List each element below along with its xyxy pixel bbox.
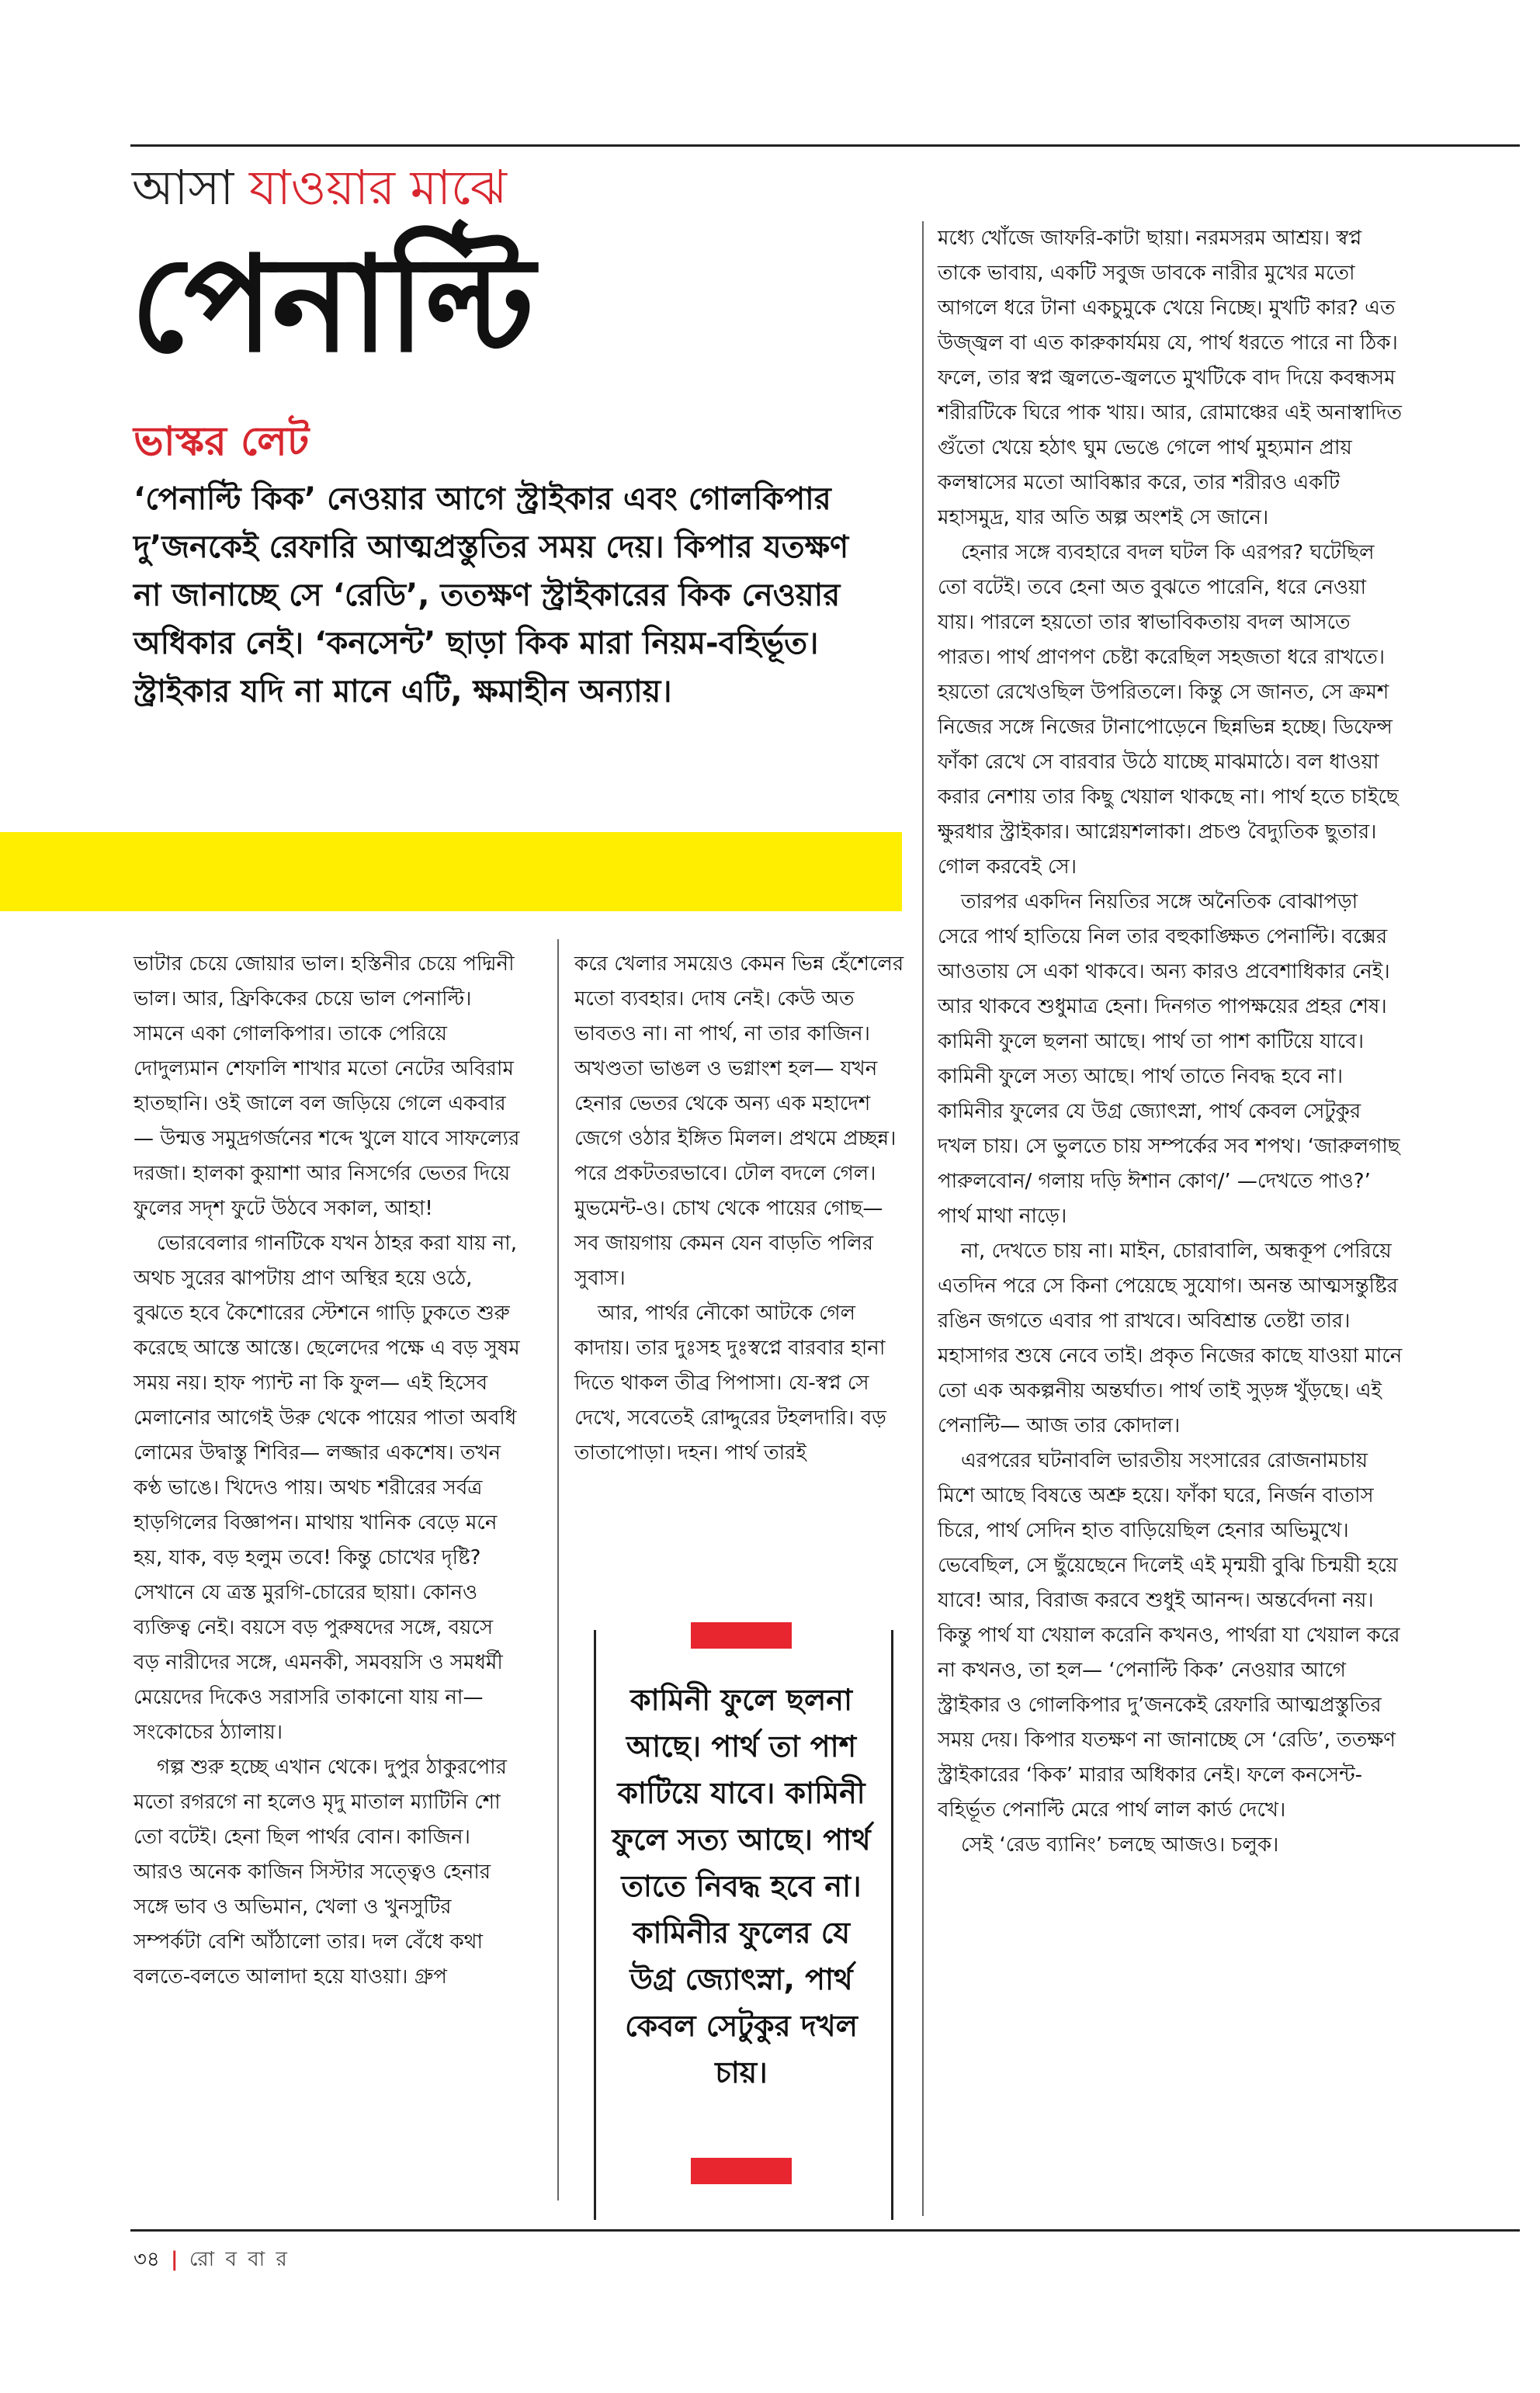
paragraph: সেই ‘রেড ব্যানিং’ চলছে আজও। চলুক। bbox=[961, 1833, 1279, 1857]
paragraph: মধ্যে খোঁজে জাফরি-কাটা ছায়া। নরমসরম আশ্রয়। স্বপ্ন তাকে ভাবায়, একটি সবুজ ডাবকে নারীর মুখের মতো আগলে ধরে টানা একচুমুকে খেয়ে নিচ্ছে। মুখটি কার? এত উজ্জ্বল বা এত কারুকার্যময় যে, পার্থ ধরতে পারে না ঠিক। ফলে, তার স্বপ্ন জ্বলতে-জ্বলতে মুখটিকে বাদ দিয়ে কবন্ধসম শরীরটিকে ঘিরে পাক খায়। আর, রোমাঞ্চের এই অনাস্বাদিত গুঁতো খেয়ে হঠাৎ ঘুম ভেঙে গেলে পার্থ মুহ্যমান প্রায় কলম্বাসের মতো আবিষ্কার করে, তার শরীরও একটি মহাসমুদ্র, যার অতি অল্প অংশই সে জানে। bbox=[938, 227, 1402, 529]
footer-separator: | bbox=[171, 2248, 179, 2271]
body-column-3 bbox=[938, 221, 1403, 1863]
pullquote-red-bar-bottom bbox=[691, 2158, 792, 2184]
intro-text: ‘পেনাল্টি কিক’ নেওয়ার আগে স্ট্রাইকার এবং গোলকিপার দু’জনকেই রেফারি আত্মপ্রস্তুতির সময় দেয়। কিপার যতক্ষণ না জানাচ্ছে সে ‘রেডি’, ততক্ষণ স্ট্রাইকারের কিক নেওয়ার অধিকার নেই। ‘কনসেন্ট’ ছাড়া কিক মারা নিয়ম-বহির্ভূত। স্ট্রাইকার যদি না মানে এটি, ক্ষমাহীন অন্যায়। bbox=[134, 481, 849, 709]
column-divider bbox=[557, 939, 559, 2201]
pullquote-text: কামিনী ফুলে ছলনা আছে। পার্থ তা পাশ কাটিয়ে যাবে। কামিনী ফুলে সত্য আছে। পার্থ তাতে নিবদ্ধ হবে না। কামিনীর ফুলের যে উগ্র জ্যোৎস্না, পার্থ কেবল সেটুকুর দখল চায়। bbox=[612, 1683, 871, 2090]
yellow-band bbox=[0, 832, 902, 911]
kicker bbox=[132, 159, 507, 217]
intro-standfirst bbox=[134, 475, 879, 716]
paragraph: না, দেখতে চায় না। মাইন, চোরাবালি, অন্ধকূপ পেরিয়ে এতদিন পরে সে কিনা পেয়েছে সুযোগ। অনন্ত আত্মসন্তুষ্টির রঙিন জগতে এবার পা রাখবে। অবিশ্রান্ত তেষ্টা তার। মহাসাগর শুষে নেবে তাই। প্রকৃত নিজের কাছে যাওয়া মানে তো এক অকল্পনীয় অন্তর্ঘাত। পার্থ তাই সুড়ঙ্গ খুঁড়ছে। এই পেনাল্টি— আজ তার কোদাল। bbox=[938, 1240, 1403, 1438]
bottom-rule bbox=[130, 2229, 1520, 2232]
page-number: ৩৪ bbox=[134, 2248, 160, 2271]
paragraph: এরপরের ঘটনাবলি ভারতীয় সংসারের রোজনামচায় মিশে আছে বিষত্তে অশ্রু হয়ে। ফাঁকা ঘরে, নির্জন বাতাস চিরে, পার্থ সেদিন হাত বাড়িয়েছিল হেনার অভিমুখে। ভেবেছিল, সে ছুঁয়েছেনে দিলেই এই মৃন্ময়ী বুঝি চিন্ময়ী হয়ে যাবে! আর, বিরাজ করবে শুধুই আনন্দ। অন্তর্বেদনা নয়। কিন্তু পার্থ যা খেয়াল করেনি কখনও, পার্থরা যা খেয়াল করে না কখনও, তা হল— ‘পেনাল্টি কিক’ নেওয়ার আগে স্ট্রাইকার ও গোলকিপার দু’জনকেই রেফারি আত্মপ্রস্তুতির সময় দেয়। কিপার যতক্ষণ না জানাচ্ছে সে ‘রেডি’, ততক্ষণ স্ট্রাইকারের ‘কিক’ মারার অধিকার নেই। ফলে কনসেন্ট-বহির্ভূত পেনাল্টি মেরে পার্থ লাল কার্ড দেখে। bbox=[938, 1449, 1400, 1822]
article-title: পেনাল্টি bbox=[130, 228, 533, 382]
body-column-1 bbox=[134, 947, 522, 1995]
paragraph: ভাটার চেয়ে জোয়ার ভাল। হস্তিনীর চেয়ে পদ্মিনী ভাল। আর, ফ্রিকিকের চেয়ে ভাল পেনাল্টি। সামনে একা গোলকিপার। তাকে পেরিয়ে দোদুল্যমান শেফালি শাখার মতো নেটের অবিরাম হাতছানি। ওই জালে বল জড়িয়ে গেলে একবার— উন্মত্ত সমুদ্রগর্জনের শব্দে খুলে যাবে সাফল্যের দরজা। হালকা কুয়াশা আর নিসর্গের ভেতর দিয়ে ফুলের সদৃশ ফুটে উঠবে সকাল, আহা! bbox=[134, 952, 520, 1220]
paragraph: তারপর একদিন নিয়তির সঙ্গে অনৈতিক বোঝাপড়া সেরে পার্থ হাতিয়ে নিল তার বহুকাঙ্ক্ষিত পেনাল্টি। বক্সের আওতায় সে একা থাকবে। অন্য কারও প্রবেশাধিকার নেই। আর থাকবে শুধুমাত্র হেনা। দিনগত পাপক্ষয়ের প্রহর শেষ। কামিনী ফুলে ছলনা আছে। পার্থ তা পাশ কাটিয়ে যাবে। কামিনী ফুলে সত্য আছে। পার্থ তাতে নিবদ্ধ হবে না। কামিনীর ফুলের যে উগ্র জ্যোৎস্না, পার্থ কেবল সেটুকুর দখল চায়। সে ভুলতে চায় সম্পর্কের সব শপথ। ‘জারুলগাছ পারুলবোন/ গলায় দড়ি ঈশান কোণ/’ —দেখতে পাও?’ পার্থ মাথা নাড়ে। bbox=[938, 890, 1400, 1228]
paragraph: গল্প শুরু হচ্ছে এখান থেকে। দুপুর ঠাকুরপোর মতো রগরগে না হলেও মৃদু মাতাল ম্যাটিনি শো তো বটেই। হেনা ছিল পার্থর বোন। কাজিন। আরও অনেক কাজিন সিস্টার সত্ত্বেও হেনার সঙ্গে ভাব ও অভিমান, খেলা ও খুনসুটির সম্পর্কটা বেশি আঁঠালো তার। দল বেঁধে কথা বলতে-বলতে আলাদা হয়ে যাওয়া। গ্রুপ bbox=[134, 1756, 507, 1989]
pullquote-red-bar-top bbox=[691, 1622, 792, 1649]
paragraph: করে খেলার সময়েও কেমন ভিন্ন হেঁশেলের মতো ব্যবহার। দোষ নেই। কেউ অত ভাবতও না। না পার্থ, না তার কাজিন। অখণ্ডতা ভাঙল ও ভগ্নাংশ হল— যখন হেনার ভেতর থেকে অন্য এক মহাদেশ জেগে ওঠার ইঙ্গিত মিলল। প্রথমে প্রচ্ছন্ন। পরে প্রকটতরভাবে। ঢৌল বদলে গেল। মুভমেন্ট-ও। চোখ থেকে পায়ের গোছ— সব জায়গায় কেমন যেন বাড়তি পলির সুবাস। bbox=[574, 952, 904, 1290]
kicker-part1: আসা bbox=[132, 159, 234, 216]
column-divider-right bbox=[922, 221, 924, 2216]
kicker-part2: যাওয়ার মাঝে bbox=[248, 159, 507, 216]
top-rule bbox=[130, 144, 1520, 147]
paragraph: আর, পার্থর নৌকো আটকে গেল কাদায়। তার দুঃসহ দুঃস্বপ্নে বারবার হানা দিতে থাকল তীব্র পিপাসা। যে-স্বপ্ন সে দেখে, সবেতেই রোদ্দুরের টহলদারি। বড় তাতাপোড়া। দহন। পার্থ তারই bbox=[574, 1302, 886, 1465]
page-footer bbox=[134, 2243, 290, 2277]
paragraph: ভোরবেলার গানটিকে যখন ঠাহর করা যায় না, অথচ সুরের ঝাপটায় প্রাণ অস্থির হয়ে ওঠে, বুঝতে হবে কৈশোরের স্টেশনে গাড়ি ঢুকতে শুরু করেছে আস্তে আস্তে। ছেলেদের পক্ষে এ বড় সুষম সময় নয়। হাফ প্যান্ট না কি ফুল— এই হিসেব মেলানোর আগেই উরু থেকে পায়ের পাতা অবধি লোমের উদ্বাস্তু শিবির— লজ্জার একশেষ। তখন কণ্ঠ ভাঙে। খিদেও পায়। অথচ শরীরের সর্বত্র হাড়গিলের বিজ্ঞাপন। মাথায় খানিক বেড়ে মনে হয়, যাক, বড় হলুম তবে! কিন্তু চোখের দৃষ্টি? সেখানে যে ত্রস্ত মুরগি-চোরের ছায়া। কোনও ব্যক্তিত্ব নেই। বয়সে বড় পুরুষদের সঙ্গে, বয়সে বড় নারীদের সঙ্গে, এমনকী, সমবয়সি ও সমধর্মী মেয়েদের দিকেও সরাসরি তাকানো যায় না— সংকোচের ঠ্যালায়। bbox=[134, 1232, 520, 1744]
magazine-name: রো ব বা র bbox=[189, 2248, 290, 2271]
body-column-2 bbox=[574, 947, 908, 1471]
paragraph: হেনার সঙ্গে ব্যবহারে বদল ঘটল কি এরপর? ঘটেছিল তো বটেই। তবে হেনা অত বুঝতে পারেনি, ধরে নেওয়া যায়। পারলে হয়তো তার স্বাভাবিকতায় বদল আসতে পারত। পার্থ প্রাণপণ চেষ্টা করেছিল সহজতা ধরে রাখতে। হয়তো রেখেওছিল উপরিতলে। কিন্তু সে জানত, সে ক্রমশ নিজের সঙ্গে নিজের টানাপোড়েনে ছিন্নভিন্ন হচ্ছে। ডিফেন্স ফাঁকা রেখে সে বারবার উঠে যাচ্ছে মাঝমাঠে। বল ধাওয়া করার নেশায় তার কিছু খেয়াল থাকছে না। পার্থ হতে চাইছে ক্ষুরধার স্ট্রাইকার। আগ্নেয়শলাকা। প্রচণ্ড বৈদ্যুতিক ছুতার। গোল করবেই সে। bbox=[938, 541, 1399, 879]
author-byline: ভাস্কর লেট bbox=[134, 418, 310, 465]
